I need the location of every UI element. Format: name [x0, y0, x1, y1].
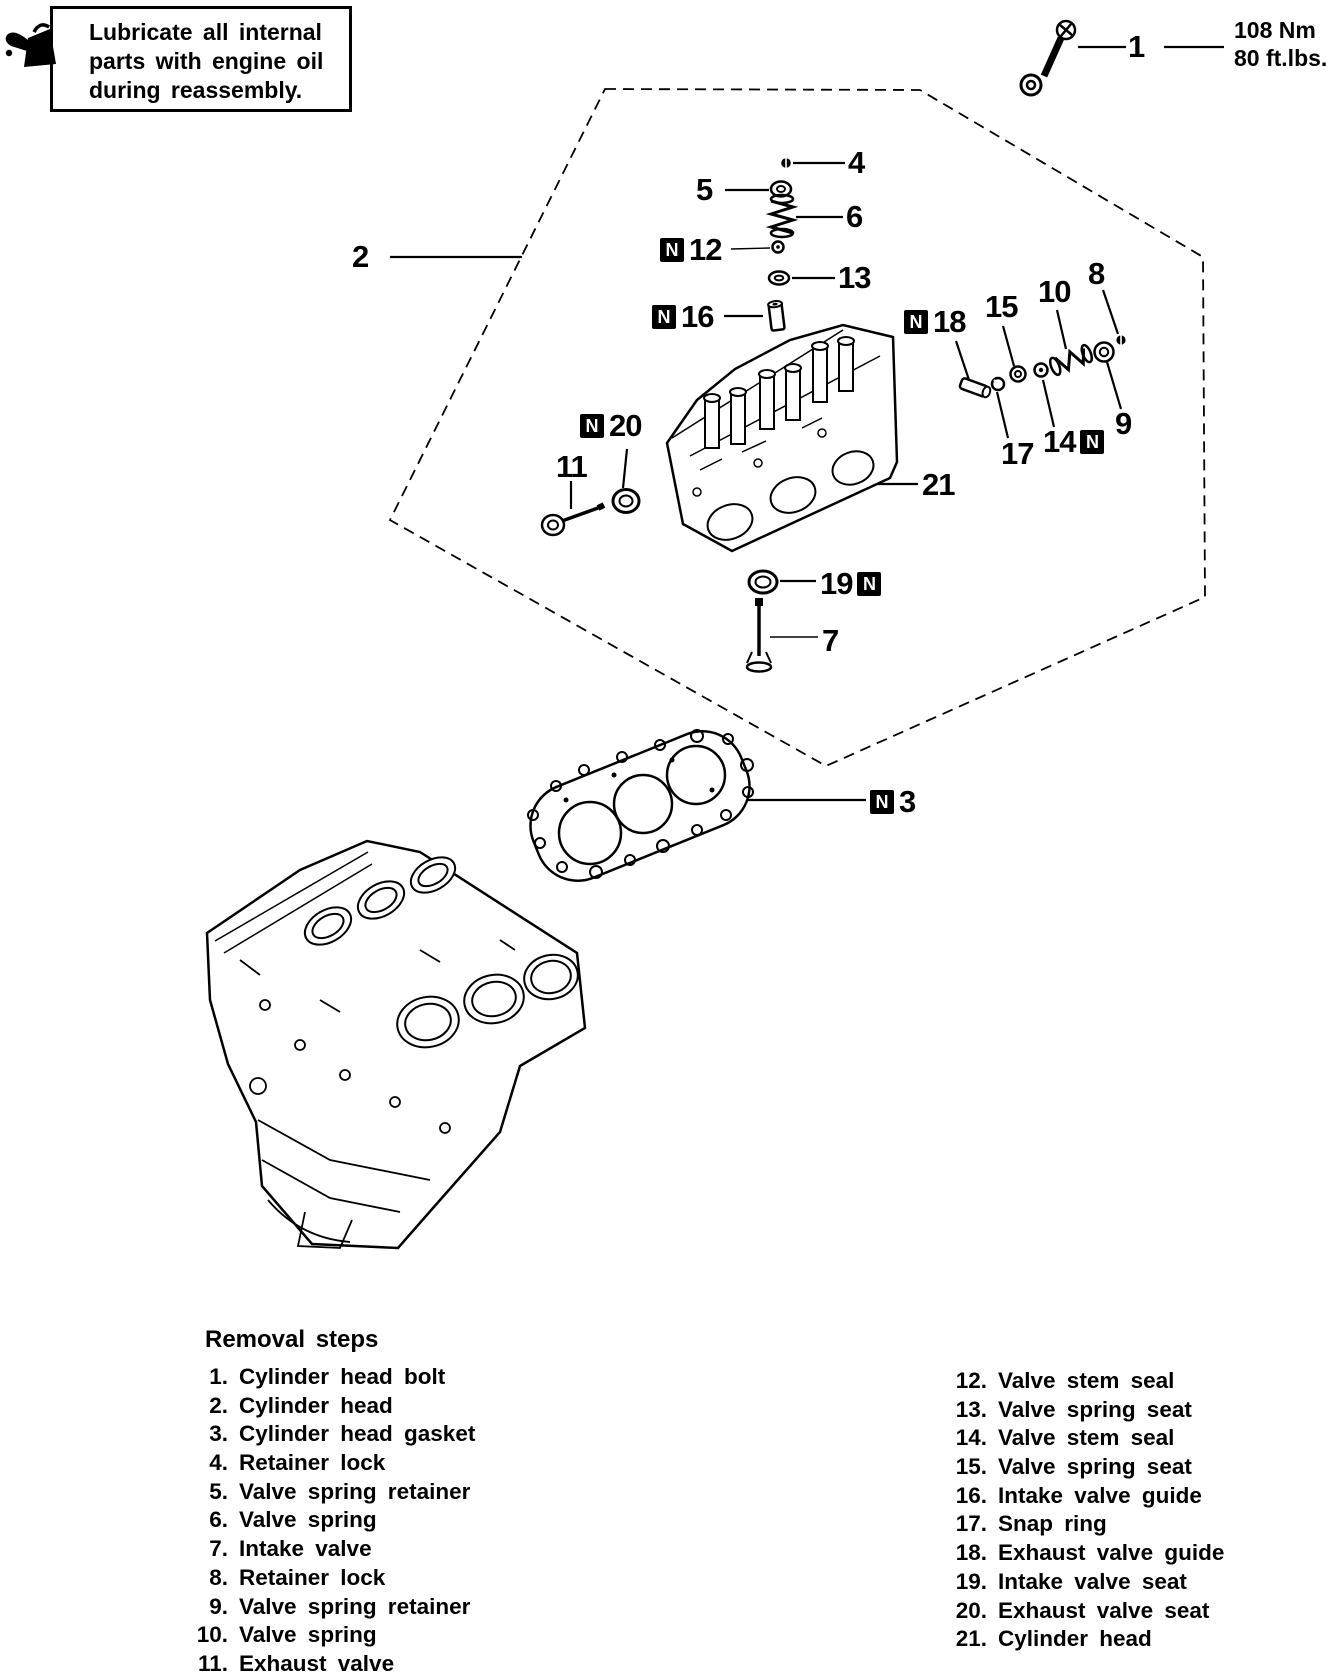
torque-nm: 108 Nm	[1234, 17, 1316, 43]
removal-step-item	[949, 1598, 1224, 1627]
n-marker: N	[660, 238, 684, 262]
removal-step-item	[190, 1651, 475, 1676]
callout-5	[696, 172, 713, 207]
step-number: 16.	[955, 1482, 987, 1508]
step-text: Valve spring	[239, 1622, 377, 1648]
callout-number: 17	[1001, 436, 1034, 471]
step-number: 19.	[955, 1568, 987, 1594]
step-text: Cylinder head bolt	[239, 1364, 446, 1389]
callout-7	[822, 623, 839, 658]
callout-14	[1043, 424, 1104, 459]
step-number: 9.	[209, 1593, 228, 1619]
step-text: Intake valve guide	[998, 1482, 1202, 1508]
removal-step-item	[190, 1364, 475, 1393]
step-number: 7.	[209, 1536, 228, 1562]
step-number: 2.	[209, 1392, 228, 1418]
torque-ftlbs: 80 ft.lbs.	[1234, 45, 1328, 71]
callout-number: 9	[1115, 406, 1132, 441]
note-line-3: during reassembly.	[89, 77, 303, 103]
removal-steps-heading: Removal steps	[205, 1326, 379, 1353]
note-line-1: Lubricate all internal	[89, 19, 322, 45]
callout-11	[556, 449, 587, 484]
callout-number: 11	[556, 449, 587, 484]
step-number: 4.	[209, 1450, 228, 1476]
step-text: Exhaust valve seat	[998, 1597, 1210, 1623]
removal-step-item	[949, 1511, 1224, 1540]
callout-9	[1115, 406, 1132, 441]
callout-8	[1088, 256, 1105, 291]
step-number: 18.	[955, 1540, 987, 1566]
removal-step-item	[190, 1594, 475, 1623]
step-number: 15.	[955, 1454, 987, 1480]
callout-number: 8	[1088, 256, 1105, 291]
callout-16	[652, 299, 714, 334]
callout-number: 4	[848, 145, 865, 180]
step-text: Retainer lock	[239, 1564, 386, 1590]
callout-number: 16	[681, 299, 714, 334]
step-text: Exhaust valve	[239, 1650, 395, 1676]
removal-step-item	[190, 1565, 475, 1594]
n-marker: N	[904, 310, 928, 334]
n-marker: N	[857, 572, 881, 596]
step-number: 8.	[209, 1564, 228, 1590]
step-number: 14.	[955, 1425, 987, 1451]
callout-20	[580, 408, 642, 443]
callout-number: 7	[822, 623, 839, 658]
step-text: Valve spring retainer	[239, 1478, 471, 1504]
step-number: 13.	[955, 1396, 987, 1422]
callout-6	[846, 199, 863, 234]
callout-number: 10	[1038, 274, 1071, 309]
callout-18	[904, 304, 966, 339]
step-text: Exhaust valve guide	[998, 1540, 1225, 1566]
removal-step-item	[190, 1536, 475, 1565]
callout-1	[1128, 29, 1145, 64]
callout-10	[1038, 274, 1071, 309]
step-number: 6.	[209, 1507, 228, 1533]
step-number: 1.	[209, 1364, 228, 1389]
removal-step-item	[190, 1421, 475, 1450]
step-text: Cylinder head gasket	[239, 1421, 476, 1447]
step-number: 21.	[955, 1626, 987, 1652]
step-text: Snap ring	[998, 1511, 1107, 1537]
callout-number: 3	[899, 784, 916, 819]
n-marker: N	[652, 305, 676, 329]
callout-number: 6	[846, 199, 863, 234]
removal-steps-right-column	[949, 1368, 1224, 1655]
step-text: Valve stem seal	[998, 1368, 1175, 1393]
removal-step-item	[190, 1507, 475, 1536]
callout-3	[870, 784, 916, 819]
removal-step-item	[190, 1479, 475, 1508]
step-text: Valve spring	[239, 1507, 377, 1533]
step-number: 12.	[955, 1368, 987, 1393]
step-text: Valve stem seal	[998, 1425, 1175, 1451]
callout-17	[1001, 436, 1034, 471]
removal-step-item	[190, 1622, 475, 1651]
removal-step-item	[949, 1540, 1224, 1569]
callout-number: 13	[838, 260, 871, 295]
removal-step-item	[949, 1425, 1224, 1454]
n-marker: N	[580, 414, 604, 438]
step-number: 5.	[209, 1478, 228, 1504]
callout-number: 15	[985, 289, 1018, 324]
callout-number: 5	[696, 172, 713, 207]
step-text: Valve spring seat	[998, 1396, 1192, 1422]
removal-step-item	[949, 1454, 1224, 1483]
n-marker: N	[870, 790, 894, 814]
callout-13	[838, 260, 871, 295]
callout-number: 18	[933, 304, 966, 339]
callout-15	[985, 289, 1018, 324]
removal-step-item	[949, 1626, 1224, 1655]
step-number: 20.	[955, 1597, 987, 1623]
step-text: Valve spring seat	[998, 1454, 1192, 1480]
removal-steps-left-column	[190, 1364, 475, 1676]
removal-step-item	[190, 1393, 475, 1422]
callout-number: 1	[1128, 29, 1145, 64]
step-text: Cylinder head	[239, 1392, 393, 1418]
step-text: Valve spring retainer	[239, 1593, 471, 1619]
callout-number: 2	[352, 239, 369, 274]
callout-number: 19	[820, 566, 853, 601]
callout-number: 14	[1043, 424, 1076, 459]
callout-number: 21	[922, 467, 955, 502]
callout-2	[352, 239, 369, 274]
callout-number: 20	[609, 408, 642, 443]
callout-4	[848, 145, 865, 180]
removal-step-item	[949, 1368, 1224, 1397]
step-text: Intake valve seat	[998, 1568, 1187, 1594]
callout-21	[922, 467, 955, 502]
note-line-2: parts with engine oil	[89, 48, 324, 74]
step-text: Intake valve	[239, 1536, 372, 1562]
callout-19	[820, 566, 881, 601]
step-number: 3.	[209, 1421, 228, 1447]
callout-12	[660, 232, 722, 267]
step-number: 11.	[197, 1650, 228, 1676]
step-number: 17.	[955, 1511, 987, 1537]
removal-step-item	[190, 1450, 475, 1479]
step-number: 10.	[196, 1622, 228, 1648]
removal-step-item	[949, 1397, 1224, 1426]
step-text: Cylinder head	[998, 1626, 1152, 1652]
removal-step-item	[949, 1569, 1224, 1598]
n-marker: N	[1080, 430, 1104, 454]
removal-step-item	[949, 1483, 1224, 1512]
callout-number: 12	[689, 232, 722, 267]
step-text: Retainer lock	[239, 1450, 386, 1476]
